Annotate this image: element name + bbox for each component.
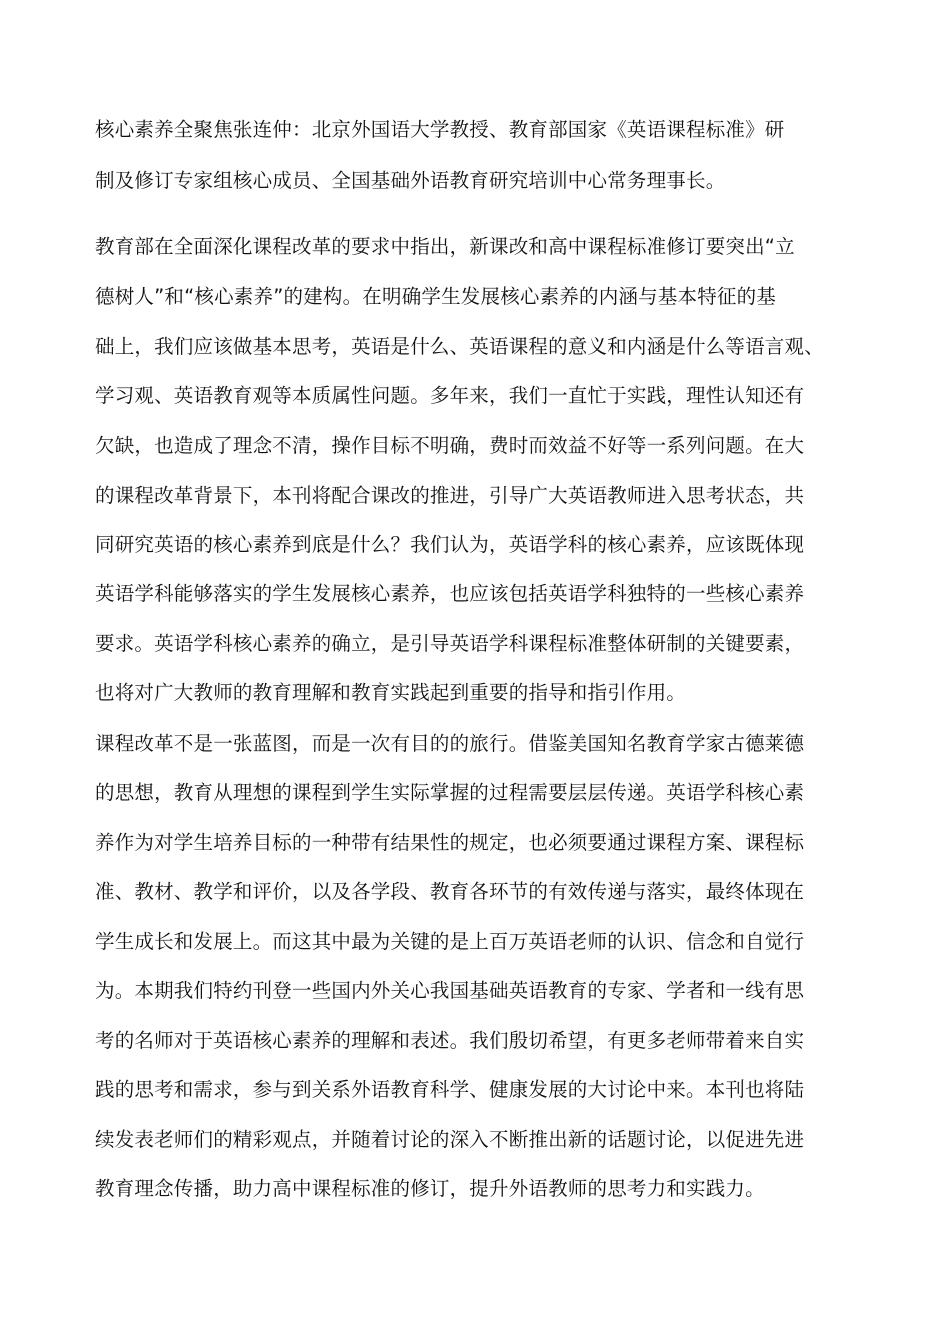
paragraph-line: 欠缺，也造成了理念不清，操作目标不明确，费时而效益不好等一系列问题。在大 xyxy=(95,434,805,457)
paragraph-line: 养作为对学生培养目标的一种带有结果性的规定，也必须要通过课程方案、课程标 xyxy=(95,831,805,854)
paragraph-line: 为。本期我们特约刊登一些国内外关心我国基础英语教育的专家、学者和一线有思 xyxy=(95,979,805,1002)
paragraph-line: 英语学科能够落实的学生发展核心素养，也应该包括英语学科独特的一些核心素养 xyxy=(95,582,805,605)
paragraph-line: 同研究英语的核心素养到底是什么？我们认为，英语学科的核心素养，应该既体现 xyxy=(95,533,805,556)
intro-line: 制及修订专家组核心成员、全国基础外语教育研究培训中心常务理事长。 xyxy=(95,169,726,192)
paragraph-line: 教育部在全面深化课程改革的要求中指出，新课改和高中课程标准修订要突出“立 xyxy=(95,235,795,258)
paragraph-line: 础上，我们应该做基本思考，英语是什么、英语课程的意义和内涵是什么等语言观、 xyxy=(95,335,824,358)
paragraph-line: 续发表老师们的精彩观点，并随着讨论的深入不断推出新的话题讨论，以促进先进 xyxy=(95,1128,805,1151)
paragraph-line: 学习观、英语教育观等本质属性问题。多年来，我们一直忙于实践，理性认知还有 xyxy=(95,384,805,407)
paragraph-line: 的课程改革背景下，本刊将配合课改的推进，引导广大英语教师进入思考状态，共 xyxy=(95,484,805,507)
paragraph-line: 学生成长和发展上。而这其中最为关键的是上百万英语老师的认识、信念和自觉行 xyxy=(95,930,805,953)
paragraph-line: 践的思考和需求，参与到关系外语教育科学、健康发展的大讨论中来。本刊也将陆 xyxy=(95,1078,805,1101)
paragraph-line: 的思想，教育从理想的课程到学生实际掌握的过程需要层层传递。英语学科核心素 xyxy=(95,781,805,804)
paragraph-line: 德树人”和“核心素养”的建构。在明确学生发展核心素养的内涵与基本特征的基 xyxy=(95,285,777,308)
paragraph-line: 考的名师对于英语核心素养的理解和表述。我们殷切希望，有更多老师带着来自实 xyxy=(95,1029,805,1052)
paragraph-line: 准、教材、教学和评价，以及各学段、教育各环节的有效传递与落实，最终体现在 xyxy=(95,880,805,903)
paragraph-line: 也将对广大教师的教育理解和教育实践起到重要的指导和指引作用。 xyxy=(95,681,687,704)
paragraph-line: 要求。英语学科核心素养的确立，是引导英语学科课程标准整体研制的关键要素， xyxy=(95,632,805,655)
paragraph-line: 教育理念传播，助力高中课程标准的修订，提升外语教师的思考力和实践力。 xyxy=(95,1177,765,1200)
paragraph-line: 课程改革不是一张蓝图，而是一次有目的的旅行。借鉴美国知名教育学家古德莱德 xyxy=(95,732,805,755)
intro-line: 核心素养全聚焦张连仲：北京外国语大学教授、教育部国家《英语课程标准》研 xyxy=(95,118,785,141)
